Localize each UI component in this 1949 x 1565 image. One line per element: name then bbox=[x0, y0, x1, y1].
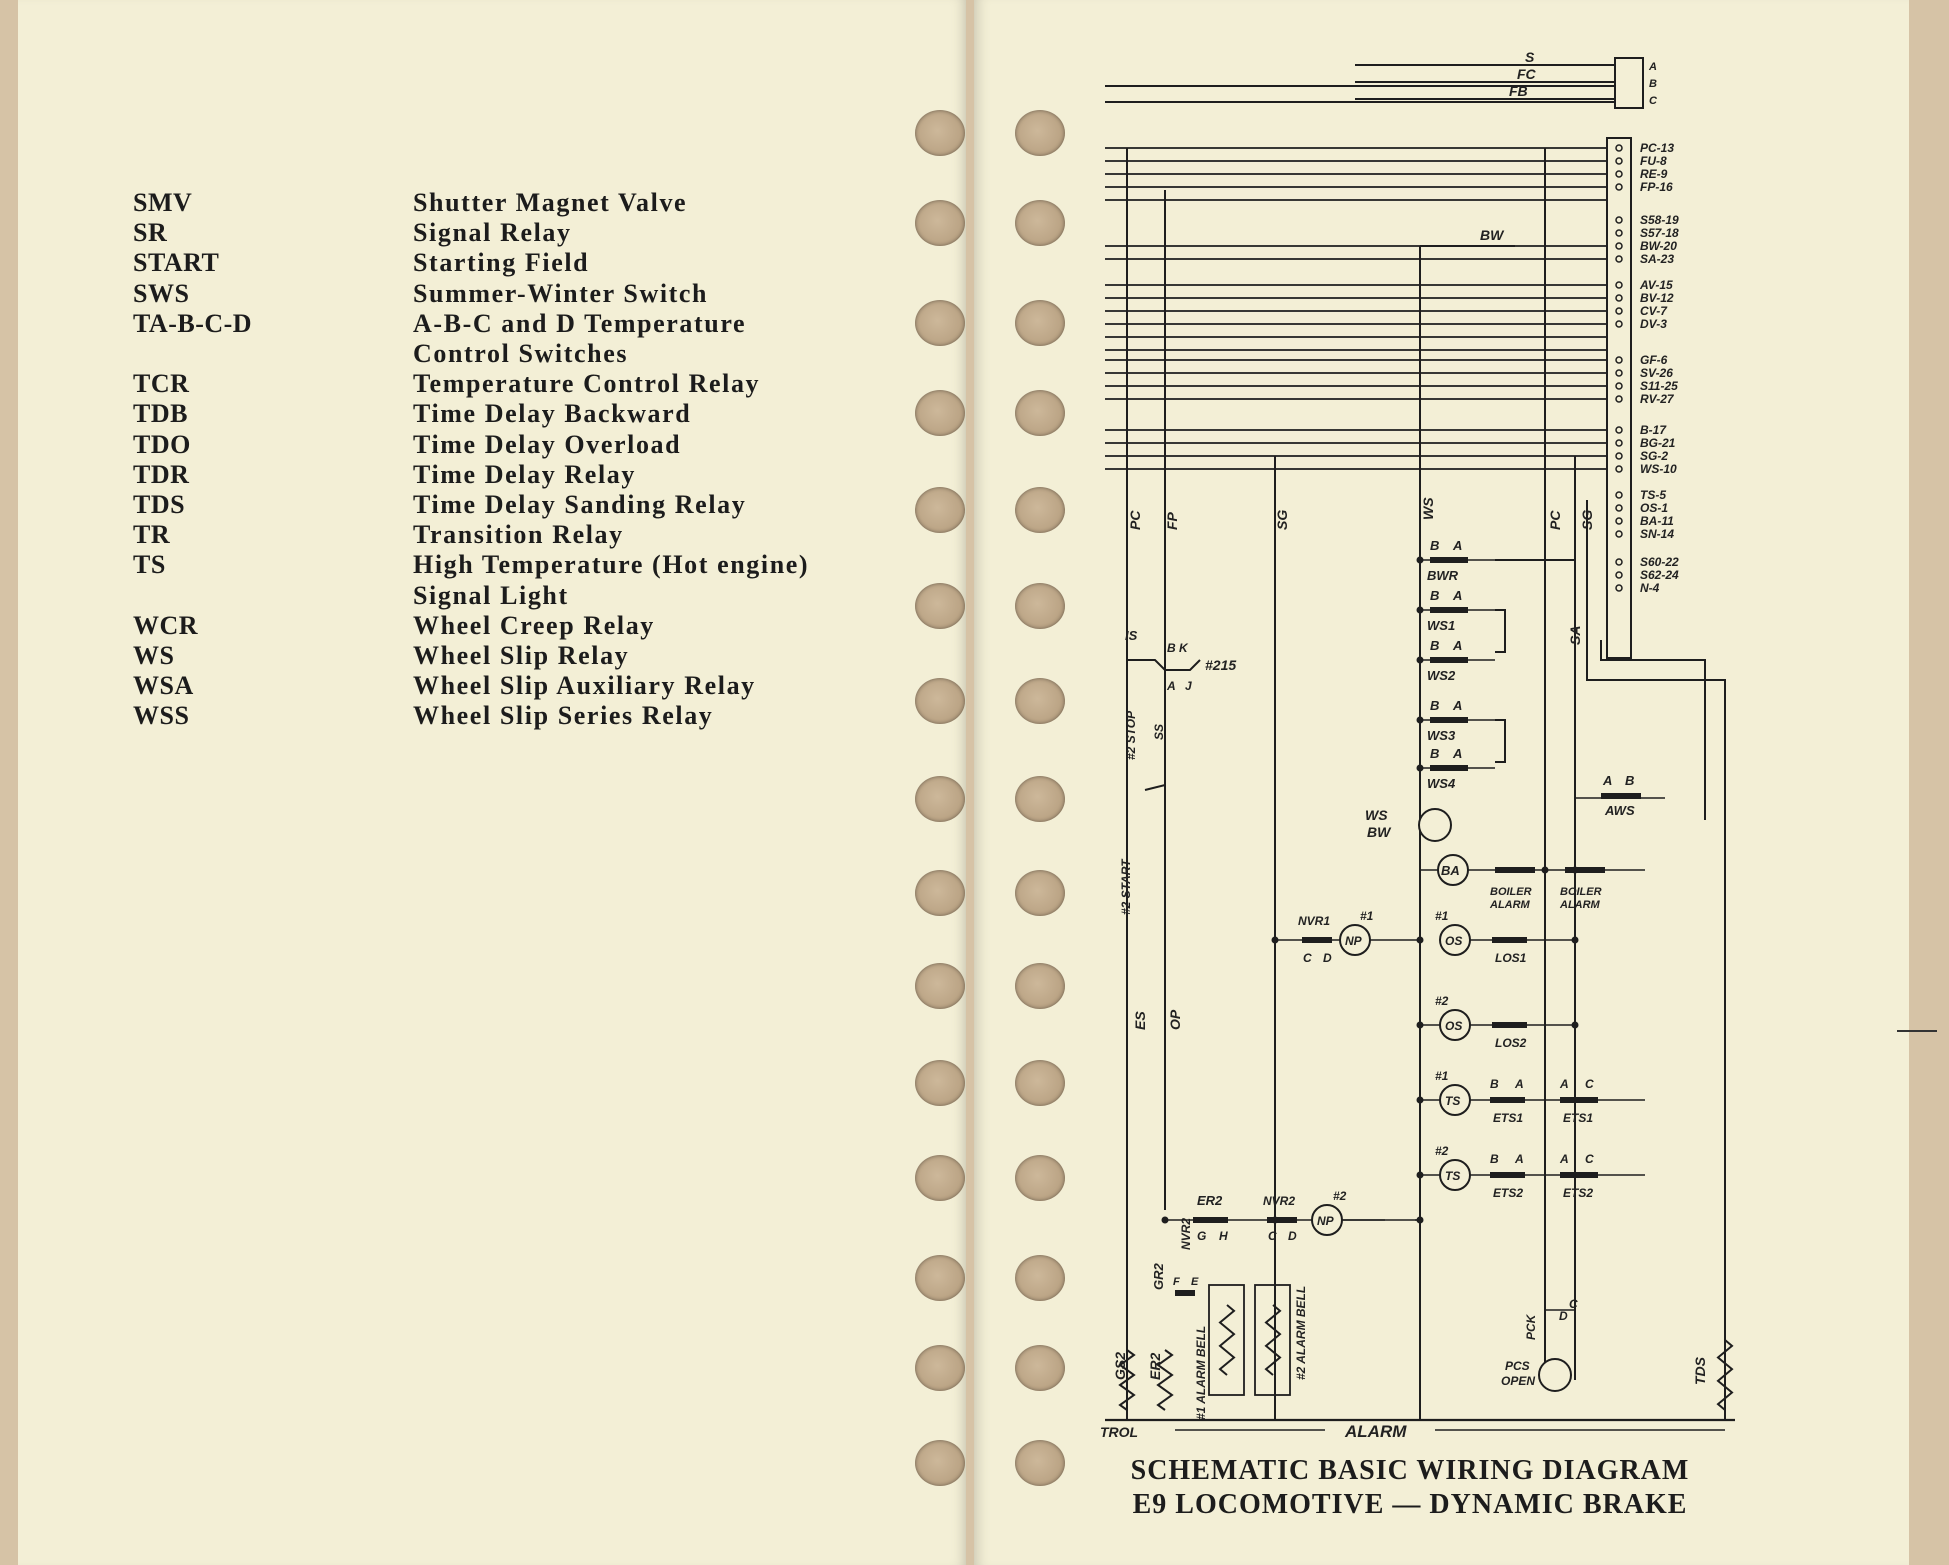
terminal-label: WS-10 bbox=[1640, 462, 1677, 476]
relay-label: BOILER bbox=[1560, 886, 1602, 898]
relay-contact bbox=[1430, 607, 1468, 613]
wire-label: SG bbox=[1579, 509, 1595, 530]
glossary-row bbox=[133, 279, 913, 309]
binder-hole bbox=[1015, 678, 1065, 724]
relay-label: ETS1 bbox=[1563, 1111, 1594, 1125]
terminal-label: AV-15 bbox=[1640, 278, 1673, 292]
relay-contact bbox=[1492, 937, 1527, 943]
terminal-point bbox=[1616, 466, 1622, 472]
terminal-point bbox=[1616, 453, 1622, 459]
binder-hole bbox=[915, 583, 965, 629]
junction-dot bbox=[1162, 1217, 1169, 1224]
top-wire-label: S bbox=[1525, 49, 1535, 65]
relay-label: NVR2 bbox=[1263, 1194, 1296, 1208]
terminal-label: N-4 bbox=[1640, 581, 1660, 595]
contact-label: B bbox=[1430, 638, 1440, 653]
wire-label: OP bbox=[1167, 1009, 1183, 1030]
relay-label: BA bbox=[1441, 863, 1460, 878]
terminal-point bbox=[1616, 171, 1622, 177]
glossary-row bbox=[133, 701, 913, 731]
relay-label: WS bbox=[1365, 807, 1388, 823]
terminal-point bbox=[1616, 518, 1622, 524]
binder-hole bbox=[1015, 1155, 1065, 1201]
binder-hole bbox=[915, 487, 965, 533]
binder-hole bbox=[915, 1255, 965, 1301]
glossary-meaning: Time Delay Overload bbox=[413, 429, 682, 459]
junction-dot bbox=[1572, 937, 1579, 944]
binder-hole bbox=[915, 1345, 965, 1391]
relay-contact bbox=[1492, 1022, 1527, 1028]
glossary-meaning: Wheel Slip Series Relay bbox=[413, 701, 714, 731]
relay-label: #2 bbox=[1435, 1144, 1449, 1158]
relay-contact bbox=[1565, 867, 1605, 873]
contact-label: B bbox=[1490, 1152, 1499, 1166]
terminal-point bbox=[1616, 559, 1622, 565]
terminal-label: S58-19 bbox=[1640, 213, 1679, 227]
junction-dot bbox=[1417, 937, 1424, 944]
relay-label: OS bbox=[1445, 1019, 1463, 1033]
wire-label: SG bbox=[1274, 509, 1290, 530]
relay-contact bbox=[1175, 1290, 1195, 1296]
control-label: #2 ALARM BELL bbox=[1294, 1285, 1308, 1380]
terminal-label: S62-24 bbox=[1640, 568, 1679, 582]
contact-label: K bbox=[1179, 641, 1188, 655]
terminal-label: DV-3 bbox=[1640, 317, 1667, 331]
glossary-row bbox=[133, 430, 913, 460]
glossary-meaning: Wheel Creep Relay bbox=[413, 610, 655, 640]
terminal-point bbox=[1616, 585, 1622, 591]
contact-label: A bbox=[1515, 1152, 1524, 1166]
junction-dot bbox=[1417, 557, 1424, 564]
junction-dot bbox=[1417, 1217, 1424, 1224]
binder-hole bbox=[1015, 963, 1065, 1009]
relay-label: OS bbox=[1445, 934, 1463, 948]
contact-label: A bbox=[1167, 679, 1176, 693]
terminal-point bbox=[1616, 396, 1622, 402]
terminal-point bbox=[1616, 295, 1622, 301]
terminal-point bbox=[1616, 505, 1622, 511]
relay-label: NP bbox=[1317, 1214, 1334, 1228]
binder-hole bbox=[1015, 1440, 1065, 1486]
wire bbox=[1127, 660, 1200, 670]
alarm-bell-resistor bbox=[1220, 1305, 1234, 1375]
binder-hole bbox=[915, 110, 965, 156]
plug-pin-label: A bbox=[1649, 61, 1657, 73]
glossary-meaning: Temperature Control Relay bbox=[413, 369, 761, 399]
glossary-row bbox=[133, 248, 913, 278]
relay-label: PCS bbox=[1505, 1359, 1530, 1373]
junction-dot bbox=[1417, 1097, 1424, 1104]
wire-label: GR2 bbox=[1151, 1263, 1166, 1290]
glossary-abbreviation: WS bbox=[133, 641, 175, 671]
binder-hole bbox=[915, 678, 965, 724]
glossary-abbreviation: TR bbox=[133, 520, 171, 550]
wire-label: ER2 bbox=[1147, 1352, 1163, 1380]
relay-label: OPEN bbox=[1501, 1374, 1536, 1388]
junction-dot bbox=[1272, 937, 1279, 944]
control-label: IS bbox=[1125, 628, 1138, 643]
terminal-strip bbox=[1607, 138, 1631, 658]
binder-hole bbox=[1015, 1060, 1065, 1106]
relay-label: LOS1 bbox=[1495, 951, 1527, 965]
binder-hole bbox=[915, 776, 965, 822]
wire bbox=[1145, 785, 1165, 830]
contact-label: B bbox=[1430, 588, 1440, 603]
terminal-label: S60-22 bbox=[1640, 555, 1679, 569]
contact-label: D bbox=[1288, 1229, 1297, 1243]
glossary-meaning: Time Delay Relay bbox=[413, 459, 636, 489]
glossary-row bbox=[133, 460, 913, 490]
relay-label: #2 bbox=[1435, 994, 1449, 1008]
contact-label: A bbox=[1560, 1077, 1569, 1091]
terminal-point bbox=[1616, 256, 1622, 262]
binder-hole bbox=[1015, 487, 1065, 533]
terminal-point bbox=[1616, 492, 1622, 498]
wire-label: PC bbox=[1127, 510, 1143, 530]
relay-label: WS4 bbox=[1427, 776, 1456, 791]
connector-plug bbox=[1615, 58, 1643, 108]
relay-label: TS bbox=[1445, 1094, 1461, 1108]
binder-hole bbox=[1015, 110, 1065, 156]
binder-hole bbox=[1015, 200, 1065, 246]
relay-label: ETS1 bbox=[1493, 1111, 1524, 1125]
terminal-label: SG-2 bbox=[1640, 449, 1669, 463]
terminal-label: OS-1 bbox=[1640, 501, 1669, 515]
contact-label: B bbox=[1490, 1077, 1499, 1091]
terminal-label: RE-9 bbox=[1640, 167, 1668, 181]
relay-label: WS2 bbox=[1427, 668, 1456, 683]
relay-label: WS1 bbox=[1427, 618, 1456, 633]
glossary-meaning: Time Delay Sanding Relay bbox=[413, 490, 747, 520]
binder-hole bbox=[1015, 776, 1065, 822]
contact-label: G bbox=[1197, 1229, 1207, 1243]
control-label: SS bbox=[1152, 723, 1166, 740]
contact-label: A bbox=[1453, 638, 1463, 653]
relay-contact bbox=[1302, 937, 1332, 943]
glossary-abbreviation: WSS bbox=[133, 701, 190, 731]
contact-label: F bbox=[1173, 1276, 1180, 1288]
relay-contact bbox=[1430, 657, 1468, 663]
terminal-point bbox=[1616, 145, 1622, 151]
contact-label: C bbox=[1569, 1297, 1578, 1311]
contact-label: A bbox=[1515, 1077, 1524, 1091]
relay-label: BWR bbox=[1427, 568, 1459, 583]
relay-contact bbox=[1430, 765, 1468, 771]
diagram-title-line-2: E9 LOCOMOTIVE — DYNAMIC BRAKE bbox=[1132, 1489, 1688, 1520]
glossary-meaning: Wheel Slip Relay bbox=[413, 641, 630, 671]
wire-label: ES bbox=[1132, 1011, 1148, 1030]
contact-label: E bbox=[1191, 1276, 1199, 1288]
contact-label: H bbox=[1219, 1229, 1228, 1243]
contact-label: J bbox=[1185, 679, 1192, 693]
contact-label: C bbox=[1585, 1152, 1594, 1166]
contact-label: A bbox=[1453, 746, 1463, 761]
terminal-label: BA-11 bbox=[1640, 514, 1674, 528]
terminal-point bbox=[1616, 440, 1622, 446]
terminal-point bbox=[1616, 357, 1622, 363]
terminal-label: RV-27 bbox=[1640, 392, 1674, 406]
glossary-abbreviation: TCR bbox=[133, 369, 190, 399]
binder-hole bbox=[915, 1155, 965, 1201]
contact-label: C bbox=[1268, 1229, 1277, 1243]
left-page bbox=[18, 0, 966, 1565]
glossary-meaning: Wheel Slip Auxiliary Relay bbox=[413, 671, 756, 701]
pcs-open-switch bbox=[1539, 1359, 1571, 1391]
glossary-abbreviation: WCR bbox=[133, 610, 199, 640]
relay-label: #1 bbox=[1435, 1069, 1449, 1083]
relay-label: ER2 bbox=[1197, 1193, 1223, 1208]
glossary-abbreviation: WSA bbox=[133, 671, 194, 701]
wire-label: SA bbox=[1567, 625, 1583, 645]
binder-hole bbox=[1015, 1345, 1065, 1391]
relay-label: #1 bbox=[1435, 909, 1449, 923]
terminal-label: BG-21 bbox=[1640, 436, 1676, 450]
glossary-meaning: Starting Field bbox=[413, 248, 590, 278]
contact-label: A bbox=[1603, 773, 1613, 788]
contact-label: D bbox=[1559, 1309, 1568, 1323]
relay-label: BW bbox=[1367, 824, 1391, 840]
contact-label: B bbox=[1625, 773, 1635, 788]
contact-label: B bbox=[1430, 698, 1440, 713]
glossary-meaning-continued: Control Switches bbox=[413, 339, 629, 369]
relay-label: ETS2 bbox=[1563, 1186, 1594, 1200]
bus-label: ALARM bbox=[1345, 1422, 1407, 1441]
terminal-point bbox=[1616, 370, 1622, 376]
contact-label: B bbox=[1167, 641, 1176, 655]
terminal-label: CV-7 bbox=[1640, 304, 1667, 318]
terminal-label: FP-16 bbox=[1640, 180, 1673, 194]
glossary-meaning: A-B-C and D Temperature bbox=[413, 308, 747, 338]
binder-hole bbox=[915, 1440, 965, 1486]
contact-label: B bbox=[1430, 746, 1440, 761]
glossary-row bbox=[133, 218, 913, 248]
relay-contact bbox=[1490, 1097, 1525, 1103]
relay-label: BOILER bbox=[1490, 886, 1532, 898]
glossary-abbreviation: SWS bbox=[133, 278, 190, 308]
terminal-point bbox=[1616, 184, 1622, 190]
wire bbox=[1495, 720, 1505, 762]
wire-label: BW bbox=[1480, 227, 1504, 243]
junction-dot bbox=[1417, 657, 1424, 664]
relay-contact bbox=[1193, 1217, 1228, 1223]
junction-dot bbox=[1572, 1022, 1579, 1029]
glossary-meaning: Summer-Winter Switch bbox=[413, 278, 709, 308]
glossary-row bbox=[133, 520, 913, 550]
terminal-label: SA-23 bbox=[1640, 252, 1675, 266]
glossary-row bbox=[133, 188, 913, 218]
relay-label: WS3 bbox=[1427, 728, 1456, 743]
glossary-abbreviation: TDR bbox=[133, 459, 190, 489]
relay-label: AWS bbox=[1605, 803, 1635, 818]
glossary-abbreviation: START bbox=[133, 248, 220, 278]
diagram-title-line-1: SCHEMATIC BASIC WIRING DIAGRAM bbox=[1130, 1455, 1690, 1486]
junction-dot bbox=[1417, 765, 1424, 772]
relay-label: PCK bbox=[1524, 1314, 1538, 1340]
wire-label: TDS bbox=[1692, 1357, 1708, 1385]
junction-dot bbox=[1572, 867, 1579, 874]
binder-hole bbox=[1015, 390, 1065, 436]
binder-hole bbox=[915, 390, 965, 436]
terminal-label: S11-25 bbox=[1640, 379, 1678, 393]
terminal-label: PC-13 bbox=[1640, 141, 1675, 155]
binder-hole bbox=[1015, 870, 1065, 916]
junction-dot bbox=[1417, 717, 1424, 724]
relay-label: #1 bbox=[1360, 909, 1374, 923]
junction-dot bbox=[1417, 607, 1424, 614]
wire-label: FP bbox=[1164, 512, 1180, 530]
relay-label: LOS2 bbox=[1495, 1036, 1527, 1050]
glossary-meaning-continued: Signal Light bbox=[413, 580, 569, 610]
glossary-meaning: Signal Relay bbox=[413, 218, 572, 248]
terminal-label: FU-8 bbox=[1640, 154, 1667, 168]
glossary-abbreviation: SR bbox=[133, 218, 168, 248]
ws-coil bbox=[1419, 809, 1451, 841]
glossary-meaning: Time Delay Backward bbox=[413, 399, 692, 429]
control-label: #1 ALARM BELL bbox=[1194, 1325, 1208, 1420]
control-label: #215 bbox=[1205, 657, 1237, 673]
binder-hole bbox=[915, 200, 965, 246]
relay-label: ETS2 bbox=[1493, 1186, 1524, 1200]
plug-pin-label: B bbox=[1649, 78, 1657, 90]
glossary-row bbox=[133, 309, 913, 339]
terminal-label: BW-20 bbox=[1640, 239, 1677, 253]
control-label: #2 STOP bbox=[1124, 710, 1138, 760]
terminal-point bbox=[1616, 427, 1622, 433]
terminal-point bbox=[1616, 282, 1622, 288]
contact-label: A bbox=[1453, 588, 1463, 603]
relay-label: NP bbox=[1345, 934, 1362, 948]
binder-hole bbox=[915, 1060, 965, 1106]
tds-resistor bbox=[1718, 1340, 1732, 1410]
relay-label: ALARM bbox=[1490, 899, 1530, 911]
contact-label: B bbox=[1430, 538, 1440, 553]
terminal-label: SN-14 bbox=[1640, 527, 1675, 541]
glossary-row bbox=[133, 641, 913, 671]
terminal-point bbox=[1616, 217, 1622, 223]
abbreviation-glossary bbox=[133, 188, 913, 732]
glossary-abbreviation: TDS bbox=[133, 490, 186, 520]
glossary-meaning: Shutter Magnet Valve bbox=[413, 188, 688, 217]
bus-label: TROL bbox=[1100, 1424, 1139, 1440]
terminal-point bbox=[1616, 158, 1622, 164]
terminal-label: TS-5 bbox=[1640, 488, 1667, 502]
binder-hole bbox=[1015, 1255, 1065, 1301]
relay-contact bbox=[1430, 717, 1468, 723]
control-label: #2 START bbox=[1119, 859, 1133, 915]
relay-label: ALARM bbox=[1560, 899, 1600, 911]
edge-mark bbox=[1897, 1030, 1937, 1032]
relay-label: #2 bbox=[1333, 1189, 1347, 1203]
glossary-abbreviation: SMV bbox=[133, 188, 193, 217]
top-wire-label: FB bbox=[1509, 83, 1528, 99]
terminal-label: B-17 bbox=[1640, 423, 1667, 437]
top-wire-label: FC bbox=[1517, 66, 1536, 82]
binder-hole bbox=[1015, 300, 1065, 346]
glossary-meaning: Transition Relay bbox=[413, 520, 624, 550]
glossary-meaning: High Temperature (Hot engine) bbox=[413, 550, 810, 580]
glossary-abbreviation: TS bbox=[133, 550, 166, 580]
terminal-point bbox=[1616, 230, 1622, 236]
glossary-row bbox=[133, 550, 913, 580]
glossary-row bbox=[133, 490, 913, 520]
terminal-point bbox=[1616, 531, 1622, 537]
junction-dot bbox=[1417, 1172, 1424, 1179]
terminal-point bbox=[1616, 308, 1622, 314]
relay-label: TS bbox=[1445, 1169, 1461, 1183]
contact-label: C bbox=[1585, 1077, 1594, 1091]
binder-hole bbox=[915, 963, 965, 1009]
wire-label: NVR2 bbox=[1179, 1217, 1193, 1250]
junction-dot bbox=[1542, 867, 1549, 874]
glossary-abbreviation: TDB bbox=[133, 399, 188, 429]
contact-label: A bbox=[1560, 1152, 1569, 1166]
terminal-point bbox=[1616, 383, 1622, 389]
wire-label: WS bbox=[1420, 497, 1436, 520]
plug-pin-label: C bbox=[1649, 95, 1657, 107]
terminal-point bbox=[1616, 321, 1622, 327]
binder-hole bbox=[1015, 583, 1065, 629]
terminal-label: S57-18 bbox=[1640, 226, 1679, 240]
junction-dot bbox=[1417, 1022, 1424, 1029]
terminal-label: GF-6 bbox=[1640, 353, 1668, 367]
terminal-label: BV-12 bbox=[1640, 291, 1674, 305]
contact-label: A bbox=[1453, 538, 1463, 553]
terminal-label: SV-26 bbox=[1640, 366, 1673, 380]
contact-label: C bbox=[1303, 951, 1312, 965]
terminal-point bbox=[1616, 243, 1622, 249]
relay-contact bbox=[1560, 1097, 1598, 1103]
wire bbox=[1495, 610, 1505, 652]
relay-label: NVR1 bbox=[1298, 914, 1331, 928]
glossary-abbreviation: TDO bbox=[133, 429, 191, 459]
glossary-row bbox=[133, 399, 913, 429]
glossary-row bbox=[133, 611, 913, 641]
alarm-bell-resistor bbox=[1266, 1305, 1280, 1375]
relay-contact bbox=[1495, 867, 1535, 873]
junction-dot bbox=[1272, 1217, 1279, 1224]
binder-hole bbox=[915, 300, 965, 346]
wire-label: PC bbox=[1547, 510, 1563, 530]
relay-contact bbox=[1560, 1172, 1598, 1178]
terminal-point bbox=[1616, 572, 1622, 578]
wiring-diagram bbox=[1100, 40, 1745, 1441]
binder-hole bbox=[915, 870, 965, 916]
contact-label: A bbox=[1453, 698, 1463, 713]
wire-label: GS2 bbox=[1112, 1351, 1128, 1380]
relay-contact bbox=[1430, 557, 1468, 563]
glossary-row bbox=[133, 671, 913, 701]
relay-contact bbox=[1490, 1172, 1525, 1178]
glossary-abbreviation: TA-B-C-D bbox=[133, 308, 253, 338]
contact-label: D bbox=[1323, 951, 1332, 965]
glossary-row bbox=[133, 369, 913, 399]
